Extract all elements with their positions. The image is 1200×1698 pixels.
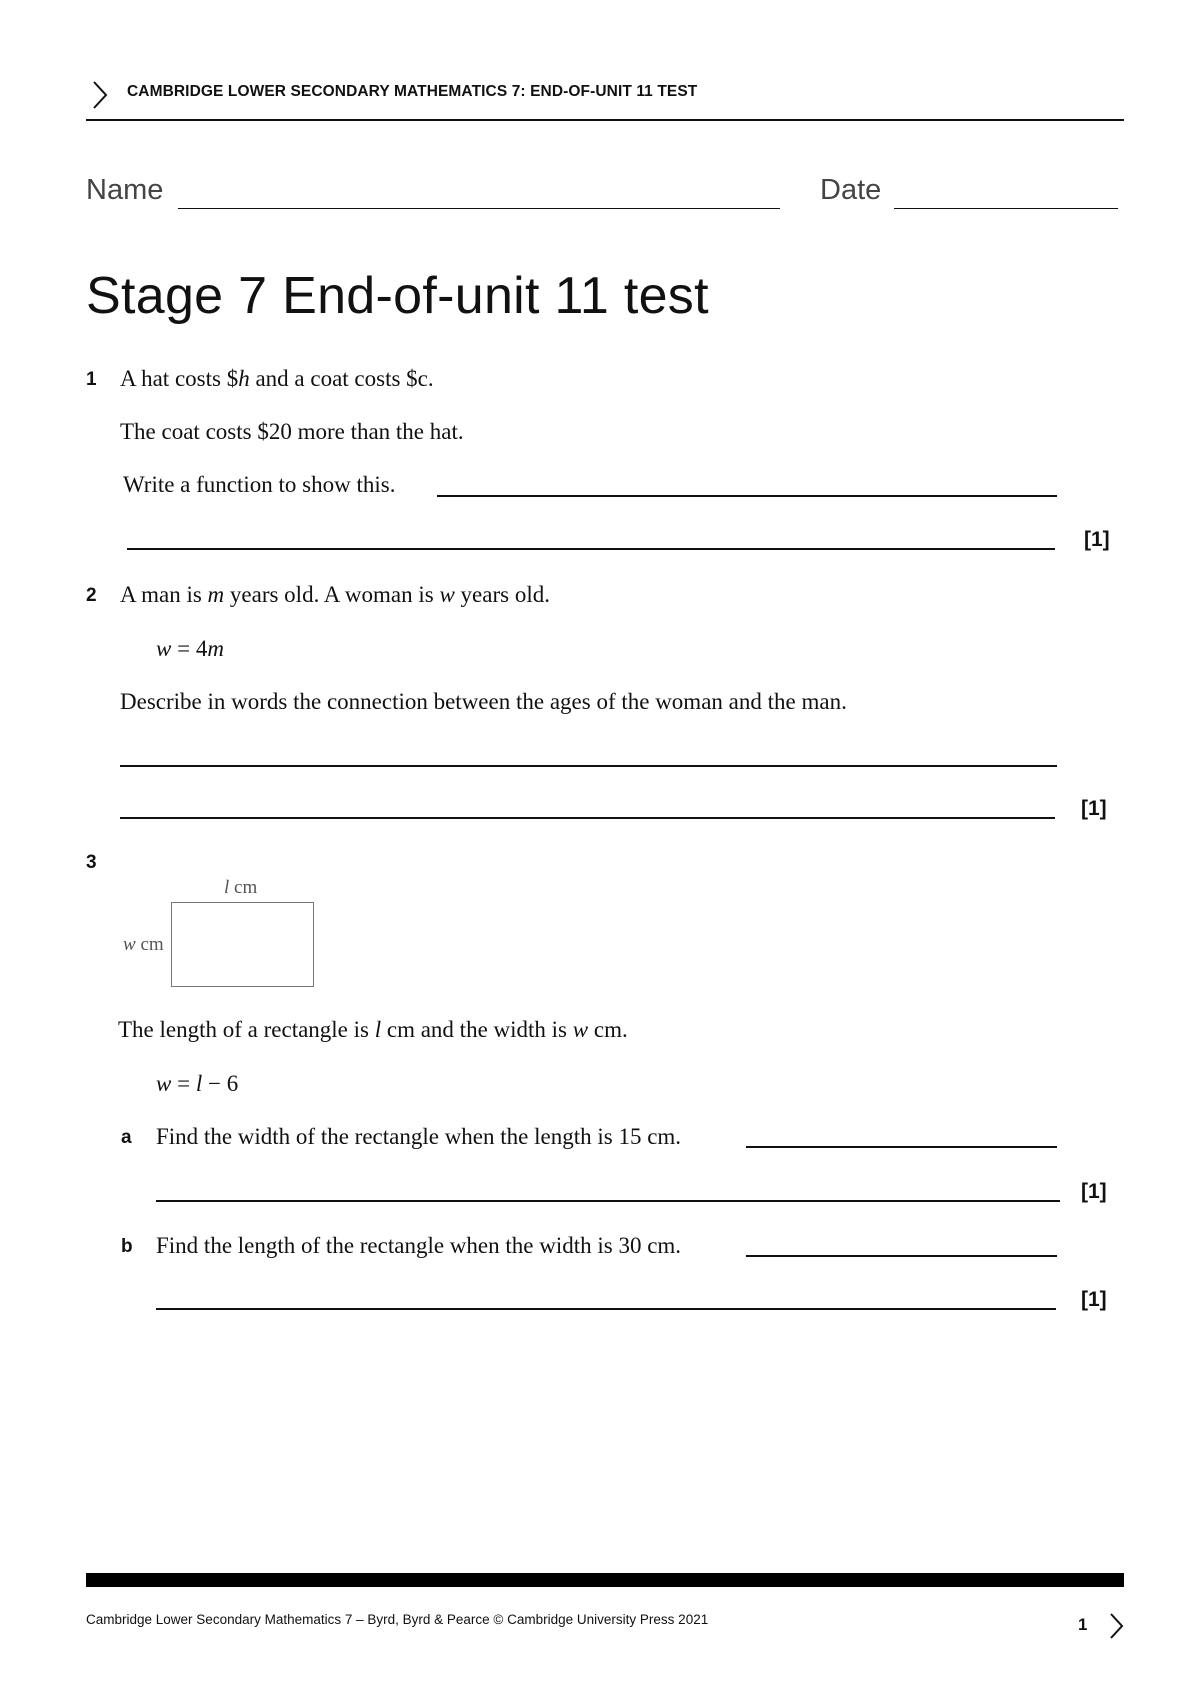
name-label: Name	[86, 174, 164, 206]
question-3-line-1: The length of a rectangle is l cm and the width is w cm.	[118, 1017, 628, 1042]
question-2-line-1: A man is m years old. A woman is w years old.	[120, 582, 550, 607]
question-3a-prompt: Find the width of the rectangle when the length is 15 cm.	[156, 1124, 682, 1149]
length-label: l cm	[224, 877, 258, 898]
question-1-prompt: Write a function to show this.	[123, 472, 396, 497]
question-3-equation: w = l − 6	[156, 1071, 239, 1096]
question-3b-prompt: Find the length of the rectangle when the width is 30 cm.	[156, 1233, 682, 1258]
question-number: 3	[86, 852, 97, 873]
rectangle-diagram	[171, 902, 314, 987]
chevron-right-icon	[1106, 1611, 1126, 1641]
answer-line[interactable]	[746, 1146, 1057, 1148]
width-label: w cm	[123, 934, 164, 955]
page-title: Stage 7 End-of-unit 11 test	[86, 267, 709, 325]
answer-line[interactable]	[746, 1255, 1057, 1257]
date-field[interactable]	[894, 208, 1118, 209]
page-number: 1	[1078, 1615, 1088, 1634]
header-title: CAMBRIDGE LOWER SECONDARY MATHEMATICS 7: END-OF-UNIT 11 TEST	[127, 83, 698, 100]
answer-line[interactable]	[127, 548, 1055, 550]
date-label: Date	[820, 174, 882, 206]
answer-line[interactable]	[156, 1200, 1060, 1202]
question-number: 1	[86, 369, 97, 390]
footer-bar	[86, 1573, 1124, 1587]
marks-label: [1]	[1081, 797, 1107, 820]
chevron-right-icon	[86, 80, 112, 110]
question-2-equation: w = 4m	[156, 636, 224, 661]
answer-line[interactable]	[437, 495, 1057, 497]
answer-line[interactable]	[156, 1308, 1056, 1310]
marks-label: [1]	[1084, 528, 1110, 551]
answer-line[interactable]	[120, 765, 1057, 767]
question-1-line-1: A hat costs $h and a coat costs $c.	[120, 366, 434, 391]
part-label: a	[121, 1127, 132, 1148]
question-2-prompt: Describe in words the connection between the ages of the woman and the man.	[120, 689, 847, 714]
question-1-line-2: The coat costs $20 more than the hat.	[120, 419, 464, 444]
part-label: b	[121, 1236, 133, 1257]
marks-label: [1]	[1081, 1180, 1107, 1203]
marks-label: [1]	[1081, 1288, 1107, 1311]
question-number: 2	[86, 585, 97, 606]
answer-line[interactable]	[120, 817, 1055, 819]
header-divider	[86, 119, 1124, 121]
name-field[interactable]	[178, 208, 780, 209]
footer-copyright: Cambridge Lower Secondary Mathematics 7 – Byrd, Byrd & Pearce © Cambridge University Press 2021	[86, 1612, 709, 1627]
